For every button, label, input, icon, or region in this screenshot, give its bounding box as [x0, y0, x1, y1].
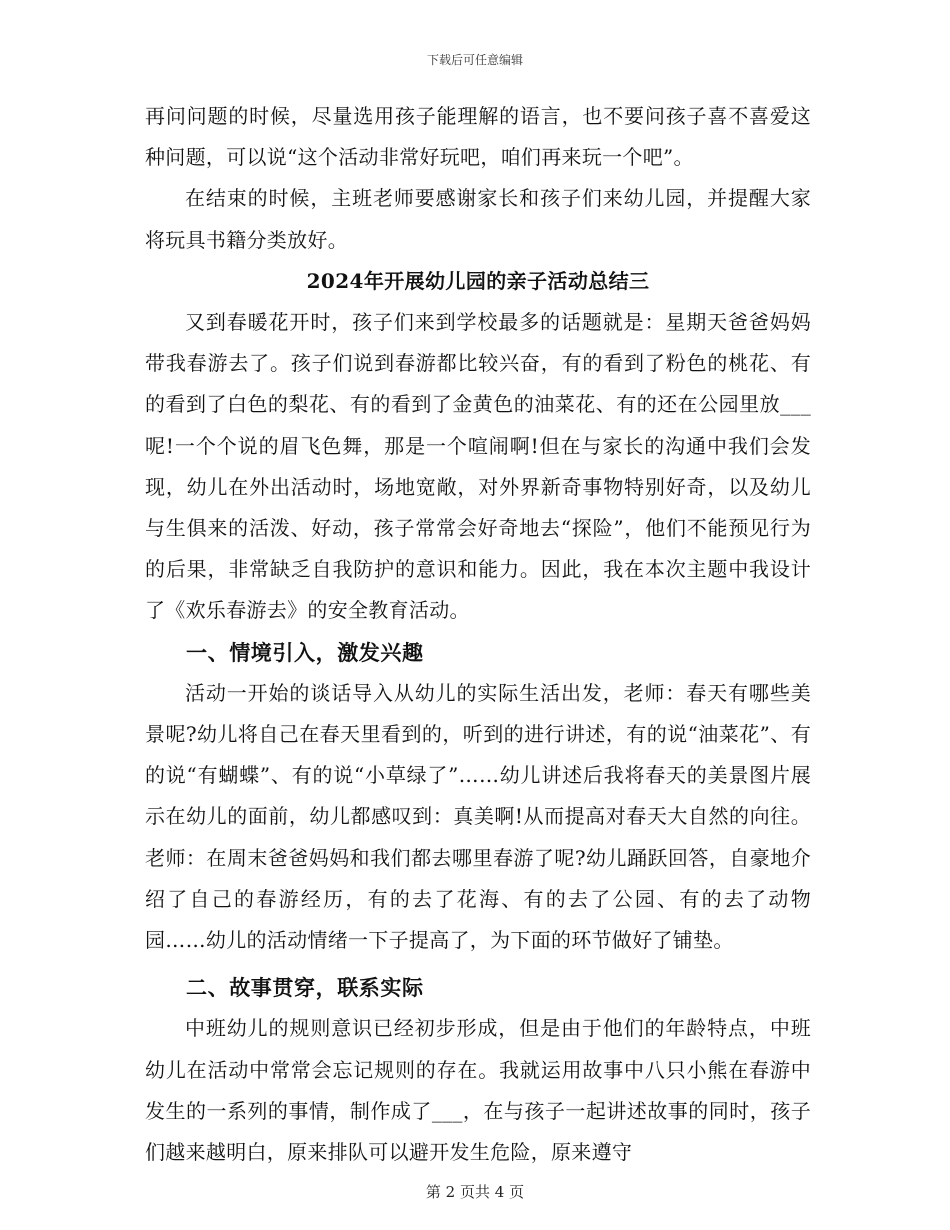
paragraph-continued: 再问问题的时候，尽量选用孩子能理解的语言，也不要问孩子喜不喜爱这种问题，可以说“这个活动非常好玩吧，咱们再来玩一个吧”。	[145, 104, 811, 170]
page-number: 第 2 页共 4 页	[425, 1183, 525, 1201]
document-body	[145, 96, 811, 1173]
paragraph-section-1: 活动一开始的谈话导入从幼儿的实际生活出发，老师：春天有哪些美景呢?幼儿将自己在春天里看到的，听到的进行讲述，有的说“油菜花”、有的说“有蝴蝶”、有的说“小草绿了”……幼儿讲述后我将春天的美景图片展示在幼儿的面前，幼儿都感叹到：真美啊!从而提高对春天大自然的向往。老师：在周末爸爸妈妈和我们都去哪里春游了呢?幼儿踊跃回答，自豪地介绍了自己的春游经历，有的去了花海、有的去了公园、有的去了动物园……幼儿的活动情绪一下子提高了，为下面的环节做好了铺垫。	[145, 680, 811, 953]
paragraph-intro: 又到春暖花开时，孩子们来到学校最多的话题就是：星期天爸爸妈妈带我春游去了。孩子们说到春游都比较兴奋，有的看到了粉色的桃花、有的看到了白色的梨花、有的看到了金黄色的油菜花、有的还在公园里放___呢!一个个说的眉飞色舞，那是一个喧闹啊!但在与家长的沟通中我们会发现，幼儿在外出活动时，场地宽敞，对外界新奇事物特别好奇，以及幼儿与生俱来的活泼、好动，孩子常常会好奇地去“探险”，他们不能预见行为的后果，非常缺乏自我防护的意识和能力。因此，我在本次主题中我设计了《欢乐春游去》的安全教育活动。	[145, 310, 811, 623]
paragraph-section-2: 中班幼儿的规则意识已经初步形成，但是由于他们的年龄特点，中班幼儿在活动中常常会忘记规则的存在。我就运用故事中八只小熊在春游中发生的一系列的事情，制作成了___，在与孩子一起讲述故事的同时，孩子们越来越明白，原来排队可以避开发生危险，原来遵守	[145, 1016, 811, 1165]
paragraph-closing: 在结束的时候，主班老师要感谢家长和孩子们来幼儿园，并提醒大家将玩具书籍分类放好。	[145, 186, 811, 252]
section-heading-2: 二、故事贯穿，联系实际	[186, 975, 424, 1001]
article-title: 2024年开展幼儿园的亲子活动总结三	[306, 268, 650, 293]
page-header: 下载后可任意编辑	[426, 53, 523, 67]
section-heading-1: 一、情境引入，激发兴趣	[186, 639, 424, 665]
